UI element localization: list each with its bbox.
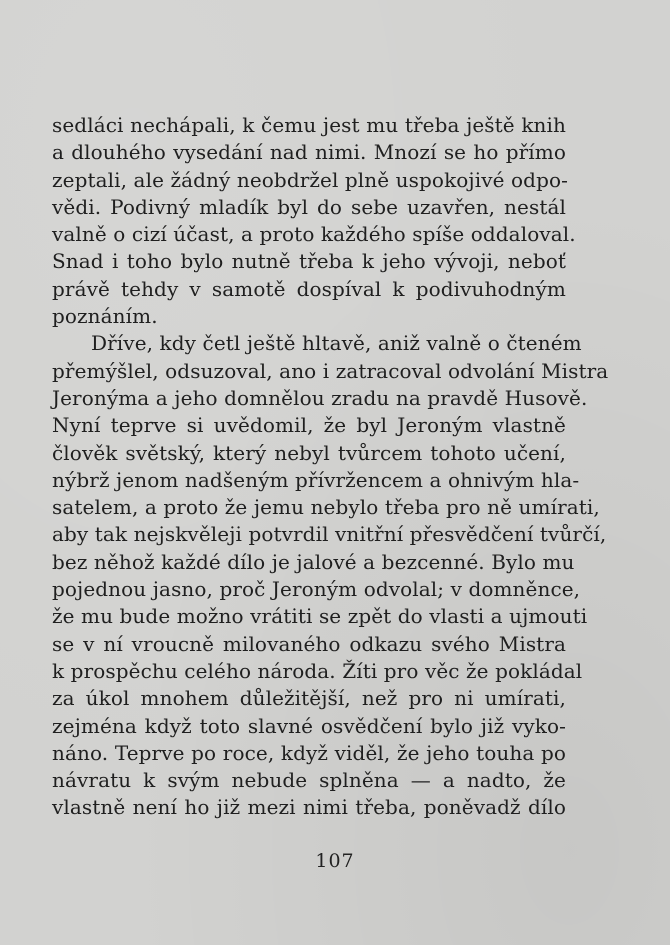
text-line: satelem, a proto že jemu nebylo třeba pro ně umírati, [52,495,600,520]
text-line: zejména když toto slavné osvědčení bylo již vyko- [52,713,566,738]
text-line: návratu k svým nebude splněna — a nadto, že [52,768,566,793]
text-line: zeptali, ale žádný neobdržel plně uspokojivé odpo- [52,167,568,192]
text-line: Jeronýma a jeho domnělou zradu na pravdě Husově. [52,385,588,410]
text-line: vlastně není ho již mezi nimi třeba, poněvadž dílo [52,795,566,820]
text-line: vědi. Podivný mladík byl do sebe uzavřen, nestál [52,194,566,219]
text-line: člověk světský, který nebyl tvůrcem tohoto učení, [52,440,566,465]
text-line: za úkol mnohem důležitější, než pro ni umírati, [52,686,566,711]
text-line: Snad i toho bylo nutně třeba k jeho vývoji, neboť [52,249,566,274]
text-line: přemýšlel, odsuzoval, ano i zatracoval odvolání Mistra [52,358,609,383]
text-line: že mu bude možno vrátiti se zpět do vlasti a ujmouti [52,604,588,629]
text-line: k prospěchu celého národa. Žíti pro věc že pokládal [52,658,583,683]
body-text [52,112,609,822]
text-line: se v ní vroucně milovaného odkazu svého Mistra [52,631,566,656]
text-line: Nyní teprve si uvědomil, že byl Jeroným vlastně [52,413,566,438]
text-line: sedláci nechápali, k čemu jest mu třeba ještě knih [52,113,566,137]
page-number: 107 [315,850,355,872]
text-line: nýbrž jenom nadšeným přívržencem a ohnivým hla- [52,467,580,492]
text-line: a dlouhého vysedání nad nimi. Mnozí se ho přímo [52,140,566,165]
text-line-paragraph-end: poznáním. [52,304,158,329]
text-line: pojednou jasno, proč Jeroným odvolal; v domněnce, [52,577,581,602]
text-line: právě tehdy v samotě dospíval k podivuhodným [52,276,566,301]
text-line-paragraph-start: Dříve, kdy četl ještě hltavě, aniž valně o čteném [91,331,582,356]
text-line: valně o cizí účast, a proto každého spíše oddaloval. [52,222,576,247]
text-line: bez něhož každé dílo je jalové a bezcenné. Bylo mu [52,549,575,574]
text-line: náno. Teprve po roce, když viděl, že jeho touha po [52,740,566,765]
text-line: aby tak nejskvěleji potvrdil vnitřní přesvědčení tvůrčí, [52,522,607,547]
